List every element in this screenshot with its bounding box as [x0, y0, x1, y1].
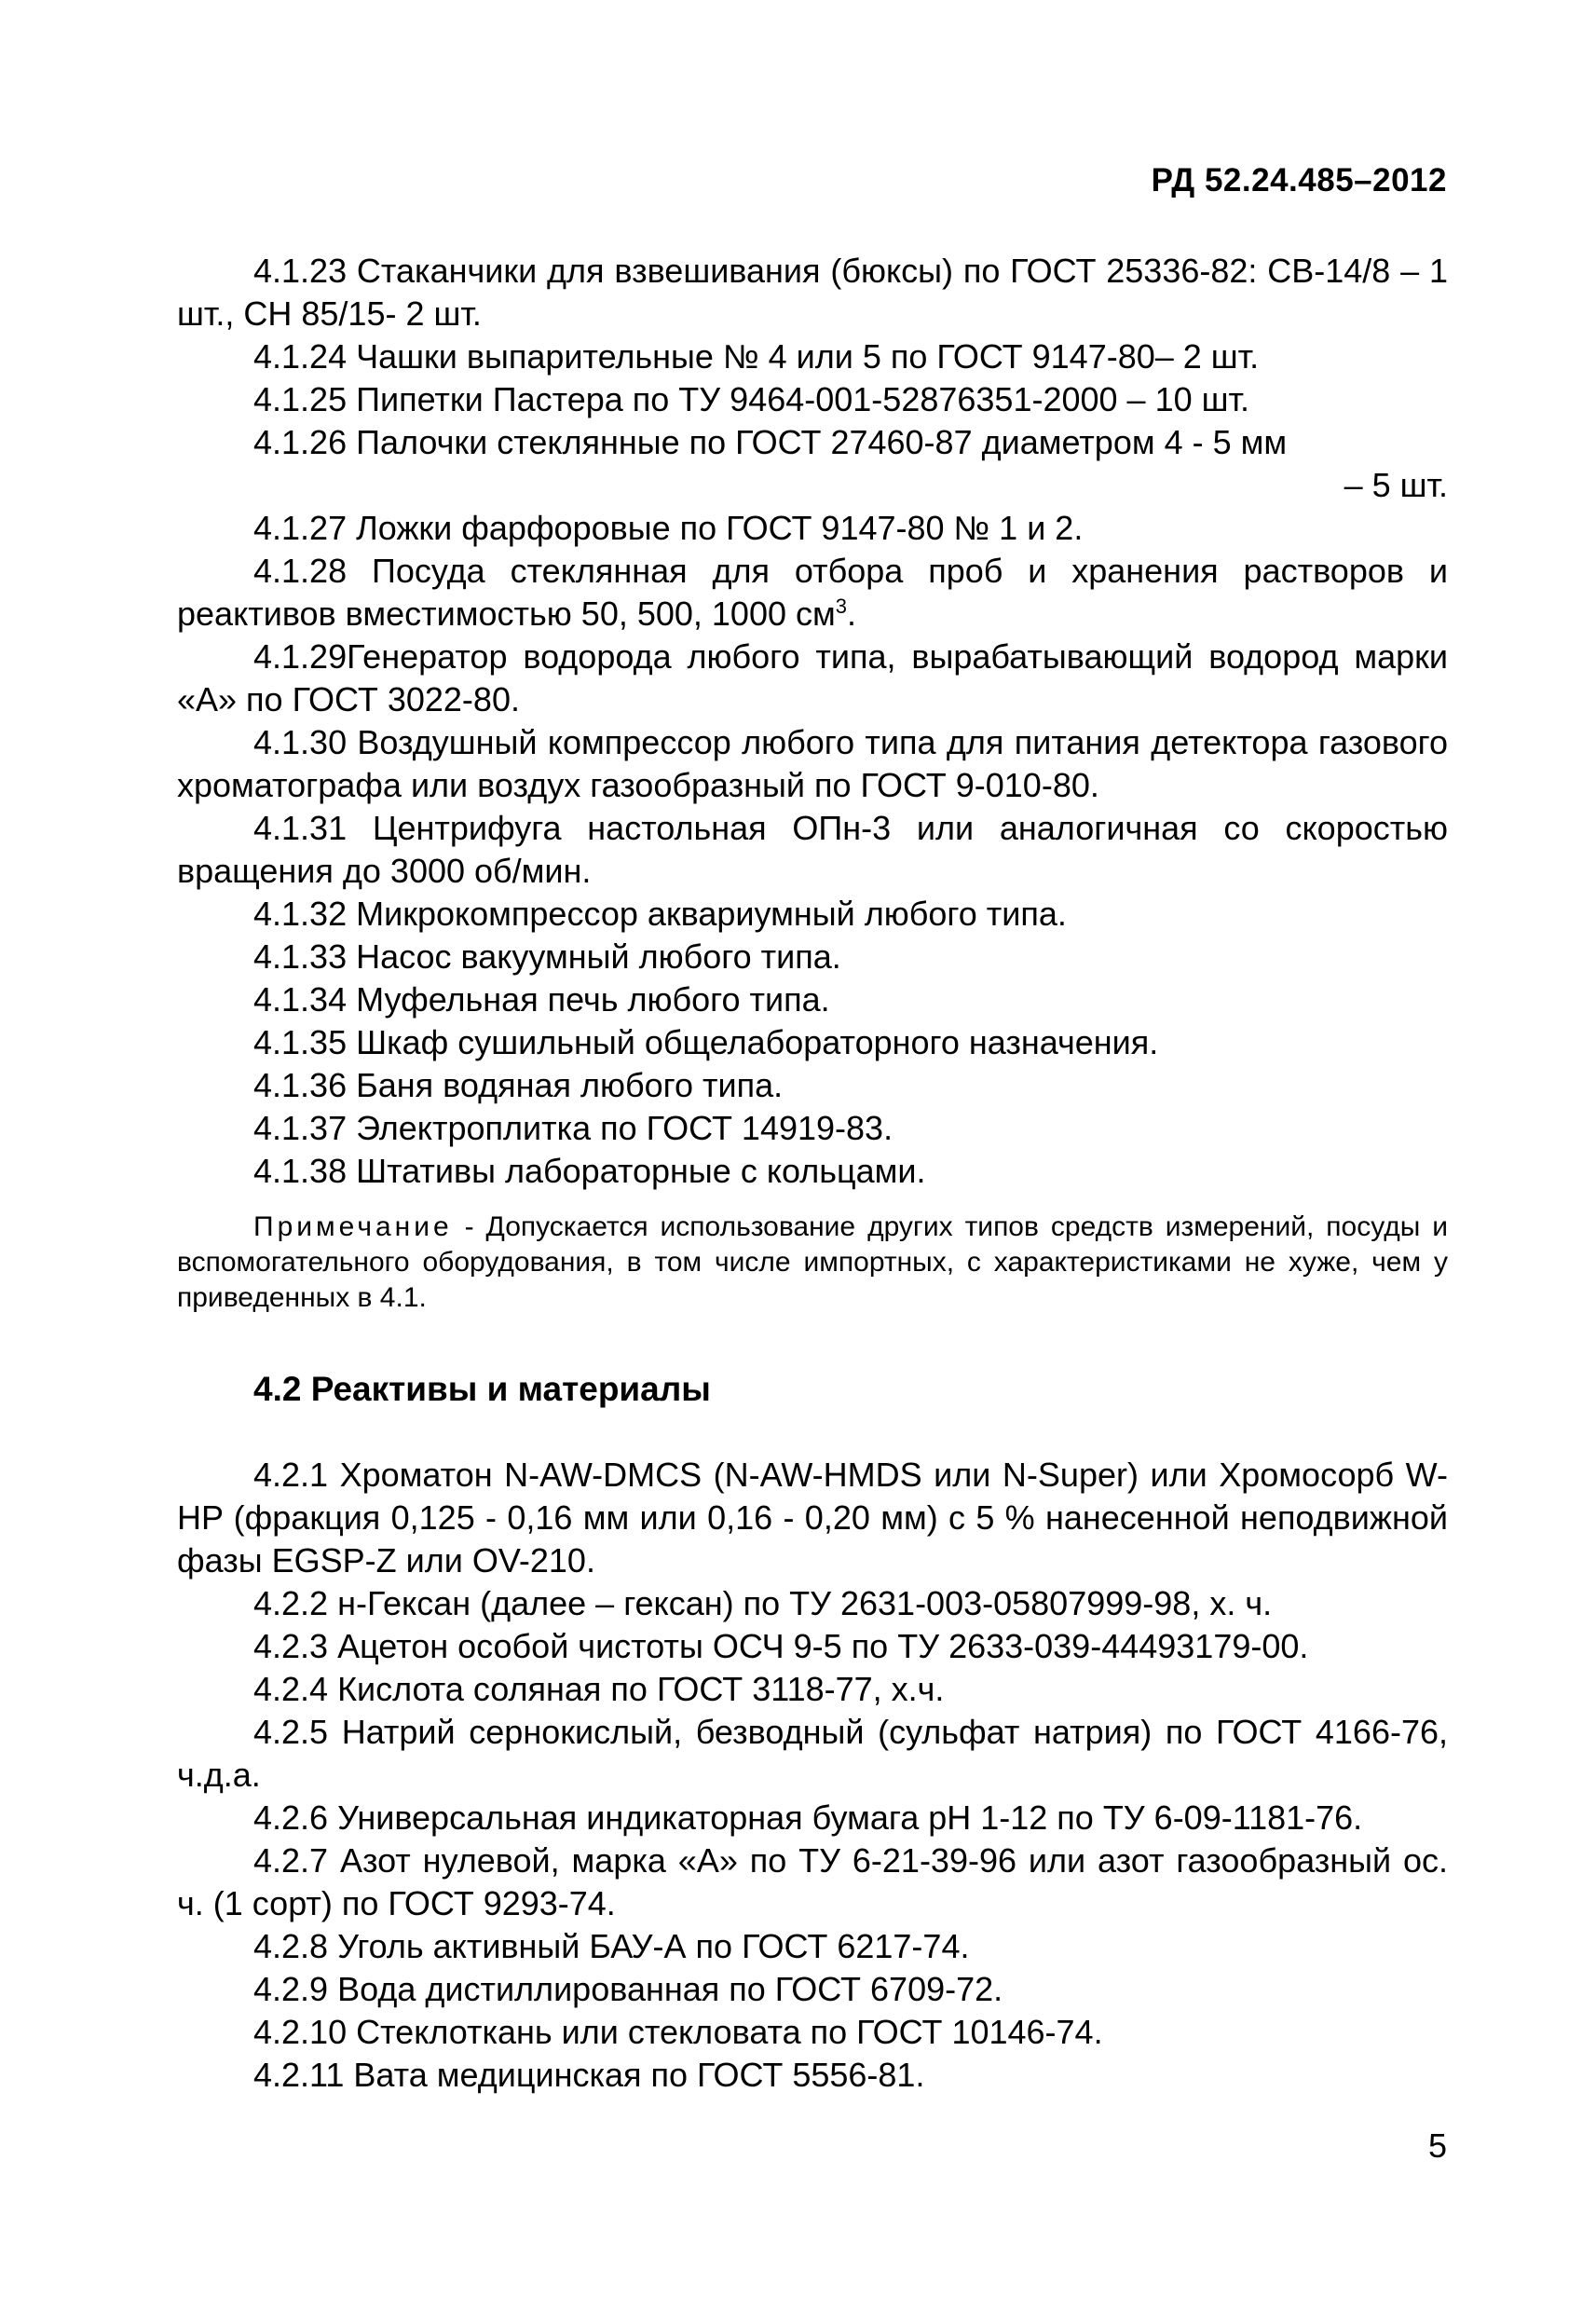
item-4-1-24: 4.1.24 Чашки выпарительные № 4 или 5 по ГОСТ 9147-80– 2 шт.: [253, 337, 1260, 376]
document-body: [177, 250, 1448, 2097]
item-4-1-37: 4.1.37 Электроплитка по ГОСТ 14919-83.: [253, 1109, 893, 1147]
item-4-2-10: 4.2.10 Стеклоткань или стекловата по ГОСТ 10146-74.: [253, 2013, 1103, 2051]
item-4-2-11: 4.2.11 Вата медицинская по ГОСТ 5556-81.: [253, 2056, 925, 2094]
item-4-1-34: 4.1.34 Муфельная печь любого типа.: [253, 980, 830, 1019]
note-text: - Допускается использование других типов средств измерений, посуды и вспомогательного оборудования, в том числе импортных, с характеристиками не хуже, чем у приведенных в 4.1.: [177, 1211, 1448, 1313]
item-4-1-27: 4.1.27 Ложки фарфоровые по ГОСТ 9147-80 № 1 и 2.: [253, 509, 1084, 547]
document-code: РД 52.24.485–2012: [1151, 162, 1447, 198]
item-4-2-3: 4.2.3 Ацетон особой чистоты ОСЧ 9-5 по ТУ 2633-039-44493179-00.: [253, 1627, 1309, 1665]
item-4-1-28: [177, 550, 1448, 636]
note: [177, 1210, 1448, 1316]
item-4-2-2: 4.2.2 н-Гексан (далее – гексан) по ТУ 2631-003-05807999-98, х. ч.: [253, 1584, 1273, 1622]
item-4-1-28-end: .: [847, 595, 857, 633]
item-4-1-30: 4.1.30 Воздушный компрессор любого типа для питания детектора газового хроматографа или воздух газообразный по ГОСТ 9-010-80.: [177, 723, 1448, 804]
item-4-1-28-text: 4.1.28 Посуда стеклянная для отбора проб и хранения растворов и реактивов вместимостью 50, 500, 1000 см: [177, 552, 1448, 633]
note-label: Примечание: [253, 1211, 453, 1242]
item-4-2-7: 4.2.7 Азот нулевой, марка «А» по ТУ 6-21-39-96 или азот газообразный ос. ч. (1 сорт) по ГОСТ 9293-74.: [177, 1841, 1448, 1922]
section-title-4-2: 4.2 Реактивы и материалы: [253, 1370, 711, 1408]
item-4-2-8: 4.2.8 Уголь активный БАУ-А по ГОСТ 6217-74.: [253, 1927, 970, 1965]
item-4-1-32: 4.1.32 Микрокомпрессор аквариумный любого типа.: [253, 895, 1067, 933]
item-4-1-26: 4.1.26 Палочки стеклянные по ГОСТ 27460-87 диаметром 4 - 5 мм: [253, 423, 1288, 461]
item-4-2-4: 4.2.4 Кислота соляная по ГОСТ 3118-77, х.ч.: [253, 1670, 945, 1708]
item-4-2-1: 4.2.1 Хроматон N-AW-DMCS (N-AW-HMDS или N-Super) или Хромосорб W-HP (фракция 0,125 - 0,16 мм или 0,16 - 0,20 мм) с 5 % нанесенной неподвижной фазы EGSP-Z или OV-210.: [177, 1456, 1448, 1579]
item-4-2-5: 4.2.5 Натрий сернокислый, безводный (сульфат натрия) по ГОСТ 4166-76, ч.д.а.: [177, 1713, 1448, 1794]
item-4-1-35: 4.1.35 Шкаф сушильный общелабораторного назначения.: [253, 1023, 1159, 1061]
item-4-1-33: 4.1.33 Насос вакуумный любого типа.: [253, 937, 841, 976]
item-4-1-26-continuation: – 5 шт.: [1344, 466, 1448, 504]
item-4-2-6: 4.2.6 Универсальная индикаторная бумага pH 1-12 по ТУ 6-09-1181-76.: [253, 1798, 1363, 1837]
item-4-1-38: 4.1.38 Штативы лабораторные с кольцами.: [253, 1152, 926, 1190]
item-4-1-23: 4.1.23 Стаканчики для взвешивания (бюксы) по ГОСТ 25336-82: СВ-14/8 – 1 шт., СН 85/15- 2 шт.: [177, 252, 1448, 333]
item-4-1-36: 4.1.36 Баня водяная любого типа.: [253, 1066, 784, 1104]
page-number: 5: [1427, 2126, 1447, 2165]
item-4-1-28-superscript: 3: [835, 595, 847, 618]
item-4-1-29: 4.1.29Генератор водорода любого типа, вырабатывающий водород марки «А» по ГОСТ 3022-80.: [177, 637, 1448, 718]
item-4-1-31: 4.1.31 Центрифуга настольная ОПн-3 или аналогичная со скоростью вращения до 3000 об/мин.: [177, 809, 1448, 890]
item-4-2-9: 4.2.9 Вода дистиллированная по ГОСТ 6709-72.: [253, 1970, 1003, 2008]
item-4-1-25: 4.1.25 Пипетки Пастера по ТУ 9464-001-52876351-2000 – 10 шт.: [253, 380, 1249, 418]
